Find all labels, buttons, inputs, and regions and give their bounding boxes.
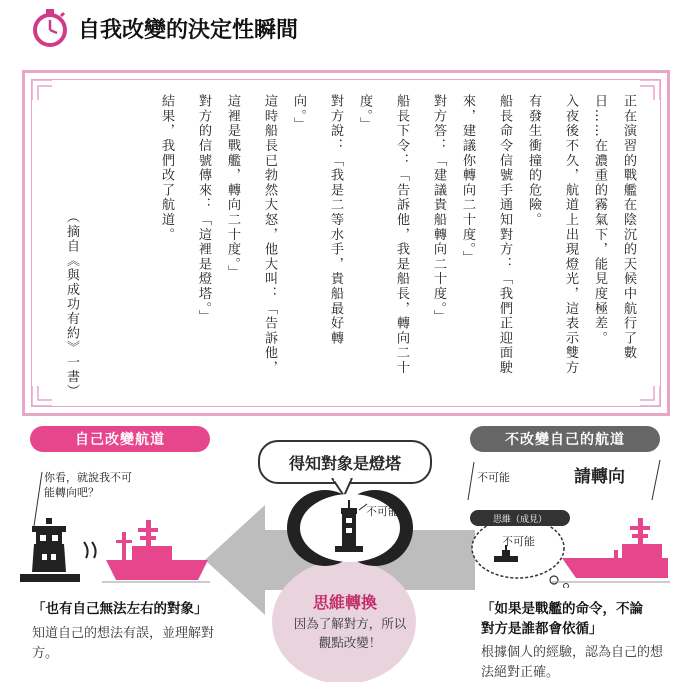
right-note: 不可能 xyxy=(477,471,510,484)
story-line: 這時船長已勃然大怒，他大叫：「告訴他， xyxy=(262,94,277,376)
lens-note: 不可能 xyxy=(366,505,399,518)
right-panel-title: 不改變自己的航道 xyxy=(470,426,660,452)
bubble-note: 不可能 xyxy=(502,535,535,548)
story-line: 來，建議你轉向二十度。」 xyxy=(460,94,475,265)
story-source: （摘自《與成功有約》一書） xyxy=(64,210,79,399)
binoculars-icon xyxy=(285,480,415,570)
center-speech-bubble: 得知對象是燈塔 xyxy=(258,440,432,484)
right-command: 請轉向 xyxy=(574,467,625,487)
story-line: 向。」 xyxy=(291,94,306,132)
right-desc: 根據個人的經驗，認為自己的想法絕對正確。 xyxy=(481,645,664,680)
right-pointer-lines xyxy=(460,456,670,506)
right-quote-line2: 對方是誰都會依循」 xyxy=(481,621,603,637)
mindset-desc: 因為了解對方，所以觀點改變！ xyxy=(293,616,407,650)
battleship-icon xyxy=(82,520,212,588)
mindset-label: 思維（成見） xyxy=(470,510,570,526)
left-panel-title: 自己改變航道 xyxy=(30,426,210,452)
mindset-title: 思維轉換 xyxy=(312,593,377,612)
story-line: 這裡是戰艦，轉向二十度。」 xyxy=(225,94,240,280)
story-line: 日……在濃重的霧氣下，能見度極差。 xyxy=(592,94,607,346)
lighthouse-icon xyxy=(20,518,80,582)
story-line: 有發生衝撞的危險。 xyxy=(526,94,541,228)
story-line: 對方說：「我是二等水手，貴船最好轉 xyxy=(328,94,343,346)
story-line: 船長命令信號手通知對方：「我們正迎面駛 xyxy=(497,94,512,376)
left-desc: 知道自己的想法有誤，並理解對方。 xyxy=(32,626,215,661)
story-line: 船長下令：「告訴他，我是船長，轉向二十 xyxy=(394,94,409,376)
story-line: 入夜後不久，航道上出現燈光，這表示雙方 xyxy=(563,94,578,376)
stopwatch-icon xyxy=(30,8,70,48)
story-line: 結果，我們改了航道。 xyxy=(159,94,174,242)
left-quote: 「也有自己無法左右的對象」 xyxy=(32,601,208,617)
page-title: 自我改變的決定性瞬間 xyxy=(78,17,299,43)
left-speech: 你看，就說我不可能轉向吧？ xyxy=(44,471,132,499)
right-quote-line1: 「如果是戰艦的命令，不論 xyxy=(481,601,643,617)
story-line: 度。」 xyxy=(357,94,372,132)
page-header xyxy=(30,8,298,48)
battleship-icon xyxy=(552,514,670,586)
story-line: 對方答：「建議貴船轉向二十度。」 xyxy=(431,94,446,325)
story-line: 正在演習的戰艦在陰沉的天候中航行了數 xyxy=(621,94,636,361)
story-text xyxy=(60,94,640,394)
story-line: 對方的信號傳來：「這裡是燈塔。」 xyxy=(196,94,211,325)
